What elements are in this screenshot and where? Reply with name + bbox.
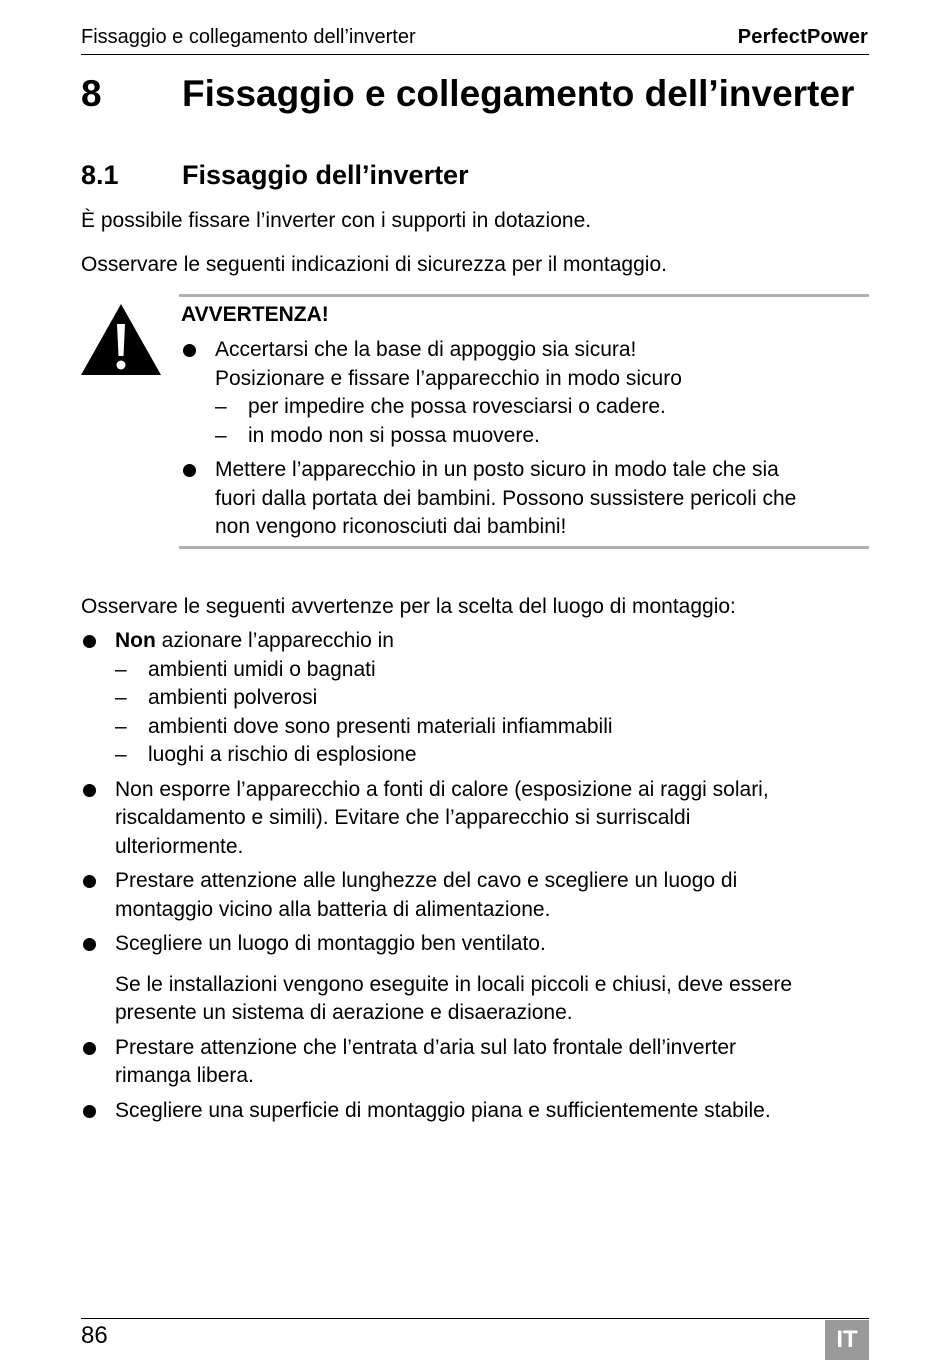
warning-top-rule	[179, 294, 869, 297]
sublist-item: – ambienti umidi o bagnati	[115, 657, 376, 681]
location-item: Prestare attenzione alle lunghezze del cavo e scegliere un luogo di montaggio vicino alla batteria di alimentazione.	[81, 867, 871, 924]
brand-name: PerfectPower	[737, 26, 868, 48]
running-header-title: Fissaggio e collegamento dell’inverter	[81, 26, 416, 48]
warning-item-line: Accertarsi che la base di appoggio sia sicura!	[215, 338, 637, 361]
location-item: Scegliere una superficie di montaggio piana e sufficientemente stabile.	[81, 1097, 871, 1126]
bullet-icon	[183, 344, 196, 357]
bullet-icon	[83, 875, 96, 888]
warning-bottom-rule	[179, 546, 869, 549]
page-number: 86	[81, 1322, 108, 1349]
intro-paragraph: È possibile fissare l’inverter con i supporti in dotazione.	[81, 209, 592, 232]
bullet-icon	[83, 635, 96, 648]
location-item: Non esporre l’apparecchio a fonti di calore (esposizione ai raggi solari, riscaldamento e simili). Evitare che l’apparecchio si surriscaldi ulteriormente.	[81, 776, 871, 862]
sublist-item: – in modo non si possa muovere.	[215, 423, 540, 447]
section-number: 8.1	[81, 160, 119, 190]
sublist-item: – luoghi a rischio di esplosione	[115, 743, 417, 766]
bullet-icon	[83, 1042, 96, 1055]
warning-item-line: Posizionare e fissare l’apparecchio in modo sicuro	[215, 366, 682, 390]
emphasis-non: Non	[115, 629, 156, 652]
warning-sublist	[215, 393, 871, 450]
ventilation-note: Se le installazioni vengono eseguite in locali piccoli e chiusi, deve essere presente un sistema di aerazione e disaerazione.	[115, 972, 793, 1024]
bullet-icon	[183, 464, 196, 477]
bullet-icon	[83, 938, 96, 951]
warning-title: AVVERTENZA!	[181, 303, 329, 326]
warning-item-line: fuori dalla portata dei bambini. Possono sussistere pericoli che	[215, 486, 797, 510]
warning-triangle-icon	[80, 302, 162, 376]
location-item: Non azionare l’apparecchio in – ambienti umidi o bagnati – ambienti polverosi – ambienti dove sono presenti materiali infiammabili – luoghi a rischio di esplosione	[81, 627, 871, 770]
bullet-icon	[83, 784, 96, 797]
warning-list	[181, 336, 871, 548]
location-list	[81, 627, 871, 1131]
warning-item-line: Mettere l’apparecchio in un posto sicuro in modo tale che sia	[215, 458, 779, 481]
intro-paragraph: Osservare le seguenti indicazioni di sicurezza per il montaggio.	[81, 253, 667, 276]
footer-divider	[81, 1318, 869, 1319]
section-title: Fissaggio dell’inverter	[182, 160, 469, 190]
warning-item-line: non vengono riconosciuti dai bambini!	[215, 515, 567, 538]
location-intro: Osservare le seguenti avvertenze per la scelta del luogo di montaggio:	[81, 595, 736, 618]
location-item: Prestare attenzione che l’entrata d’aria sul lato frontale dell’inverter rimanga libera.	[81, 1034, 871, 1091]
sublist-item: – ambienti dove sono presenti materiali infiammabili	[115, 714, 613, 738]
language-badge: IT	[825, 1320, 869, 1360]
sublist-item: – per impedire che possa rovesciarsi o cadere.	[215, 395, 666, 418]
chapter-title: Fissaggio e collegamento dell’inverter	[182, 73, 855, 114]
chapter-number: 8	[81, 73, 102, 114]
location-sublist	[115, 656, 871, 770]
bullet-icon	[83, 1105, 96, 1118]
header-divider	[81, 54, 869, 55]
sublist-item: – ambienti polverosi	[115, 686, 318, 709]
warning-item	[181, 336, 871, 450]
location-item: Scegliere un luogo di montaggio ben ventilato. Se le installazioni vengono eseguite in locali piccoli e chiusi, deve essere presente un sistema di aerazione e disaerazione.	[81, 930, 871, 1028]
warning-item	[181, 456, 871, 542]
